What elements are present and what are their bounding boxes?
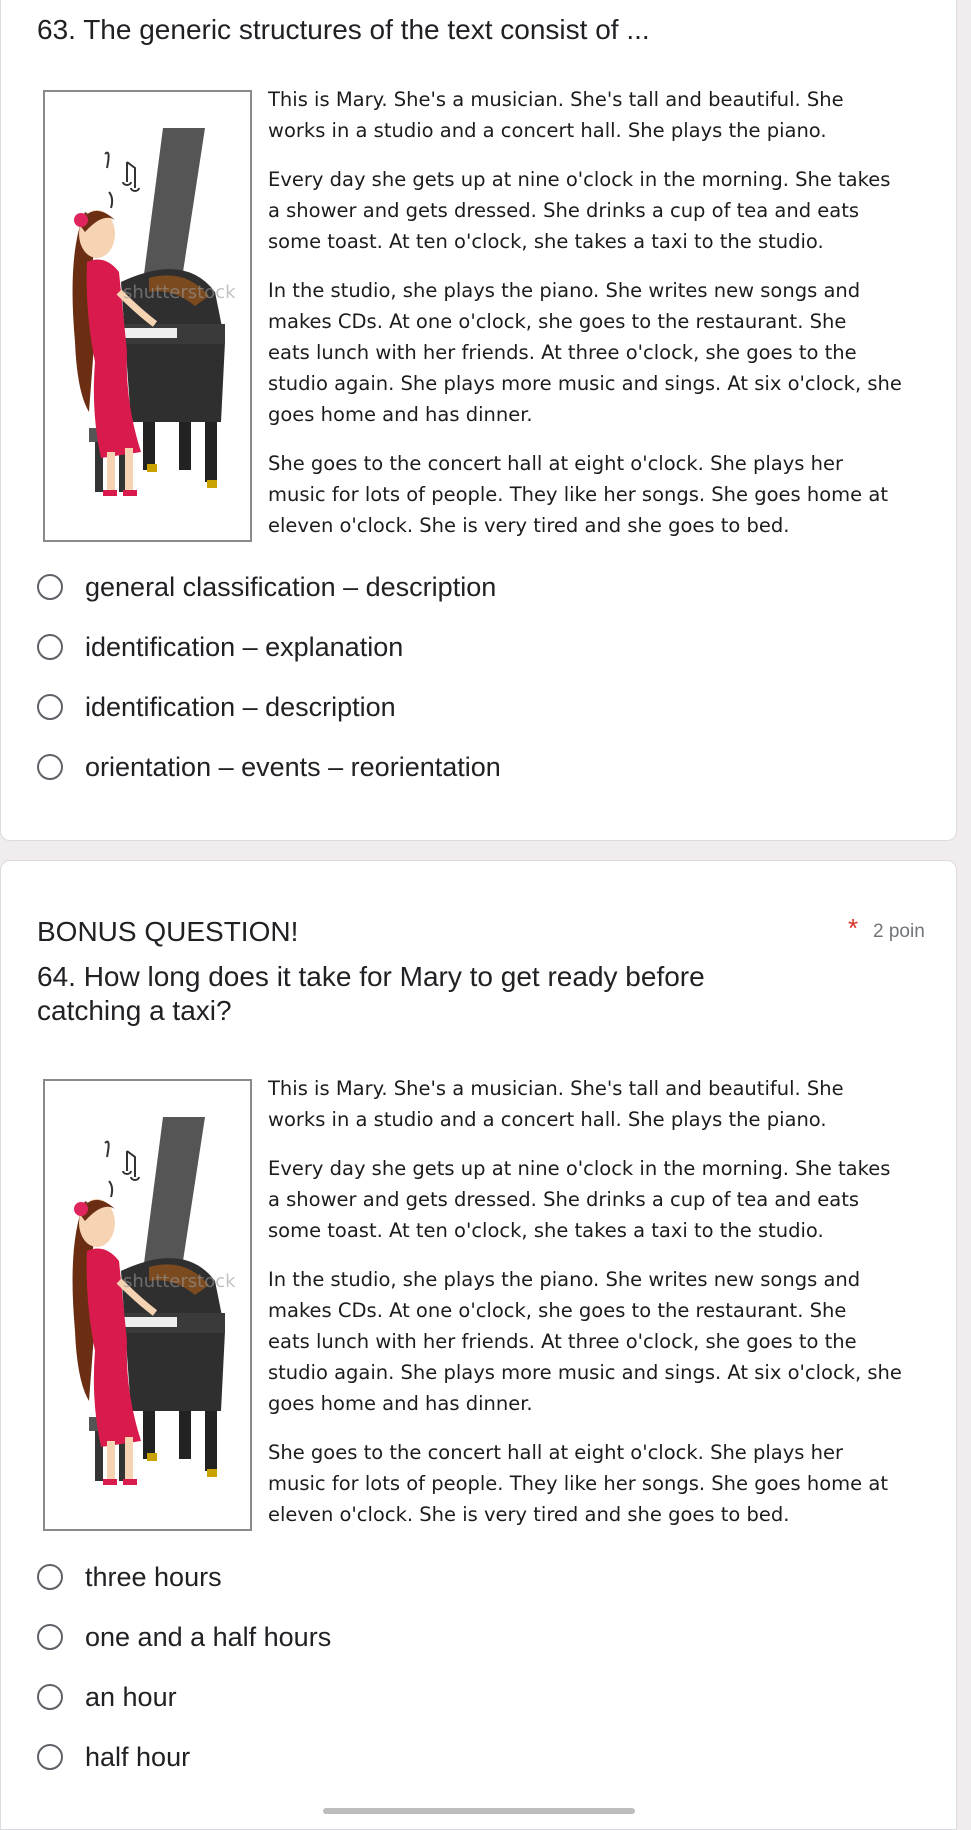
option-orientation-events-reorientation[interactable] (37, 737, 501, 797)
option-label: identification – explanation (85, 632, 404, 662)
passage-figure (37, 84, 917, 544)
radio-button[interactable] (37, 1624, 63, 1650)
radio-button[interactable] (37, 1684, 63, 1710)
option-half-hour[interactable] (37, 1727, 331, 1787)
radio-button[interactable] (37, 1744, 63, 1770)
option-label: three hours (85, 1562, 222, 1592)
piano-girl-illustration (45, 1081, 250, 1529)
section-title: BONUS QUESTION! (37, 916, 299, 947)
piano-girl-image (43, 90, 252, 542)
radio-button[interactable] (37, 754, 63, 780)
option-identification-description[interactable] (37, 677, 501, 737)
option-label: orientation – events – reorientation (85, 752, 501, 782)
radio-button[interactable] (37, 574, 63, 600)
image-watermark: shutterstock (123, 282, 236, 303)
reading-passage (268, 1073, 968, 1548)
passage-paragraph: Every day she gets up at nine o'clock in the morning. She takes a shower and gets dressed. She drinks a cup of tea and eats some toast. At ten o'clock, she takes a taxi to the studio. (268, 1157, 891, 1242)
radio-button[interactable] (37, 634, 63, 660)
horizontal-scrollbar[interactable] (323, 1808, 635, 1814)
points-label: 2 poin (873, 921, 925, 942)
radio-button[interactable] (37, 694, 63, 720)
option-label: half hour (85, 1742, 191, 1772)
passage-paragraph: In the studio, she plays the piano. She writes new songs and makes CDs. At one o'clock, she goes to the restaurant. She eats lunch with her friends. At three o'clock, she goes to the studio again. She plays more music and sings. At six o'clock, she goes home and has dinner. (268, 1268, 902, 1415)
option-general-classification-description[interactable] (37, 557, 501, 617)
option-label: identification – description (85, 692, 396, 722)
piano-girl-illustration (45, 92, 250, 540)
piano-girl-image (43, 1079, 252, 1531)
passage-paragraph: In the studio, she plays the piano. She writes new songs and makes CDs. At one o'clock, she goes to the restaurant. She eats lunch with her friends. At three o'clock, she goes to the studio again. She plays more music and sings. At six o'clock, she goes home and has dinner. (268, 279, 902, 426)
answer-options (37, 557, 501, 797)
image-watermark: shutterstock (123, 1271, 236, 1292)
question-card-63 (0, 0, 957, 841)
answer-options (37, 1547, 331, 1787)
question-card-64 (0, 860, 957, 1830)
passage-paragraph: She goes to the concert hall at eight o'clock. She plays her music for lots of people. They like her songs. She goes home at eleven o'clock. She is very tired and she goes to bed. (268, 1441, 888, 1526)
radio-button[interactable] (37, 1564, 63, 1590)
passage-figure (37, 1073, 917, 1533)
passage-paragraph: This is Mary. She's a musician. She's tall and beautiful. She works in a studio and a concert hall. She plays the piano. (268, 1077, 844, 1131)
option-label: general classification – description (85, 572, 497, 602)
option-an-hour[interactable] (37, 1667, 331, 1727)
question-title: 64. How long does it take for Mary to get ready before catching a taxi? (37, 961, 705, 1026)
passage-paragraph: This is Mary. She's a musician. She's tall and beautiful. She works in a studio and a concert hall. She plays the piano. (268, 88, 844, 142)
option-label: an hour (85, 1682, 177, 1712)
option-three-hours[interactable] (37, 1547, 331, 1607)
question-title: 63. The generic structures of the text consist of ... (37, 14, 650, 45)
reading-passage (268, 84, 968, 559)
passage-paragraph: She goes to the concert hall at eight o'clock. She plays her music for lots of people. They like her songs. She goes home at eleven o'clock. She is very tired and she goes to bed. (268, 452, 888, 537)
passage-paragraph: Every day she gets up at nine o'clock in the morning. She takes a shower and gets dressed. She drinks a cup of tea and eats some toast. At ten o'clock, she takes a taxi to the studio. (268, 168, 891, 253)
option-identification-explanation[interactable] (37, 617, 501, 677)
required-asterisk: * (848, 913, 859, 943)
option-label: one and a half hours (85, 1622, 332, 1652)
option-one-and-a-half-hours[interactable] (37, 1607, 331, 1667)
